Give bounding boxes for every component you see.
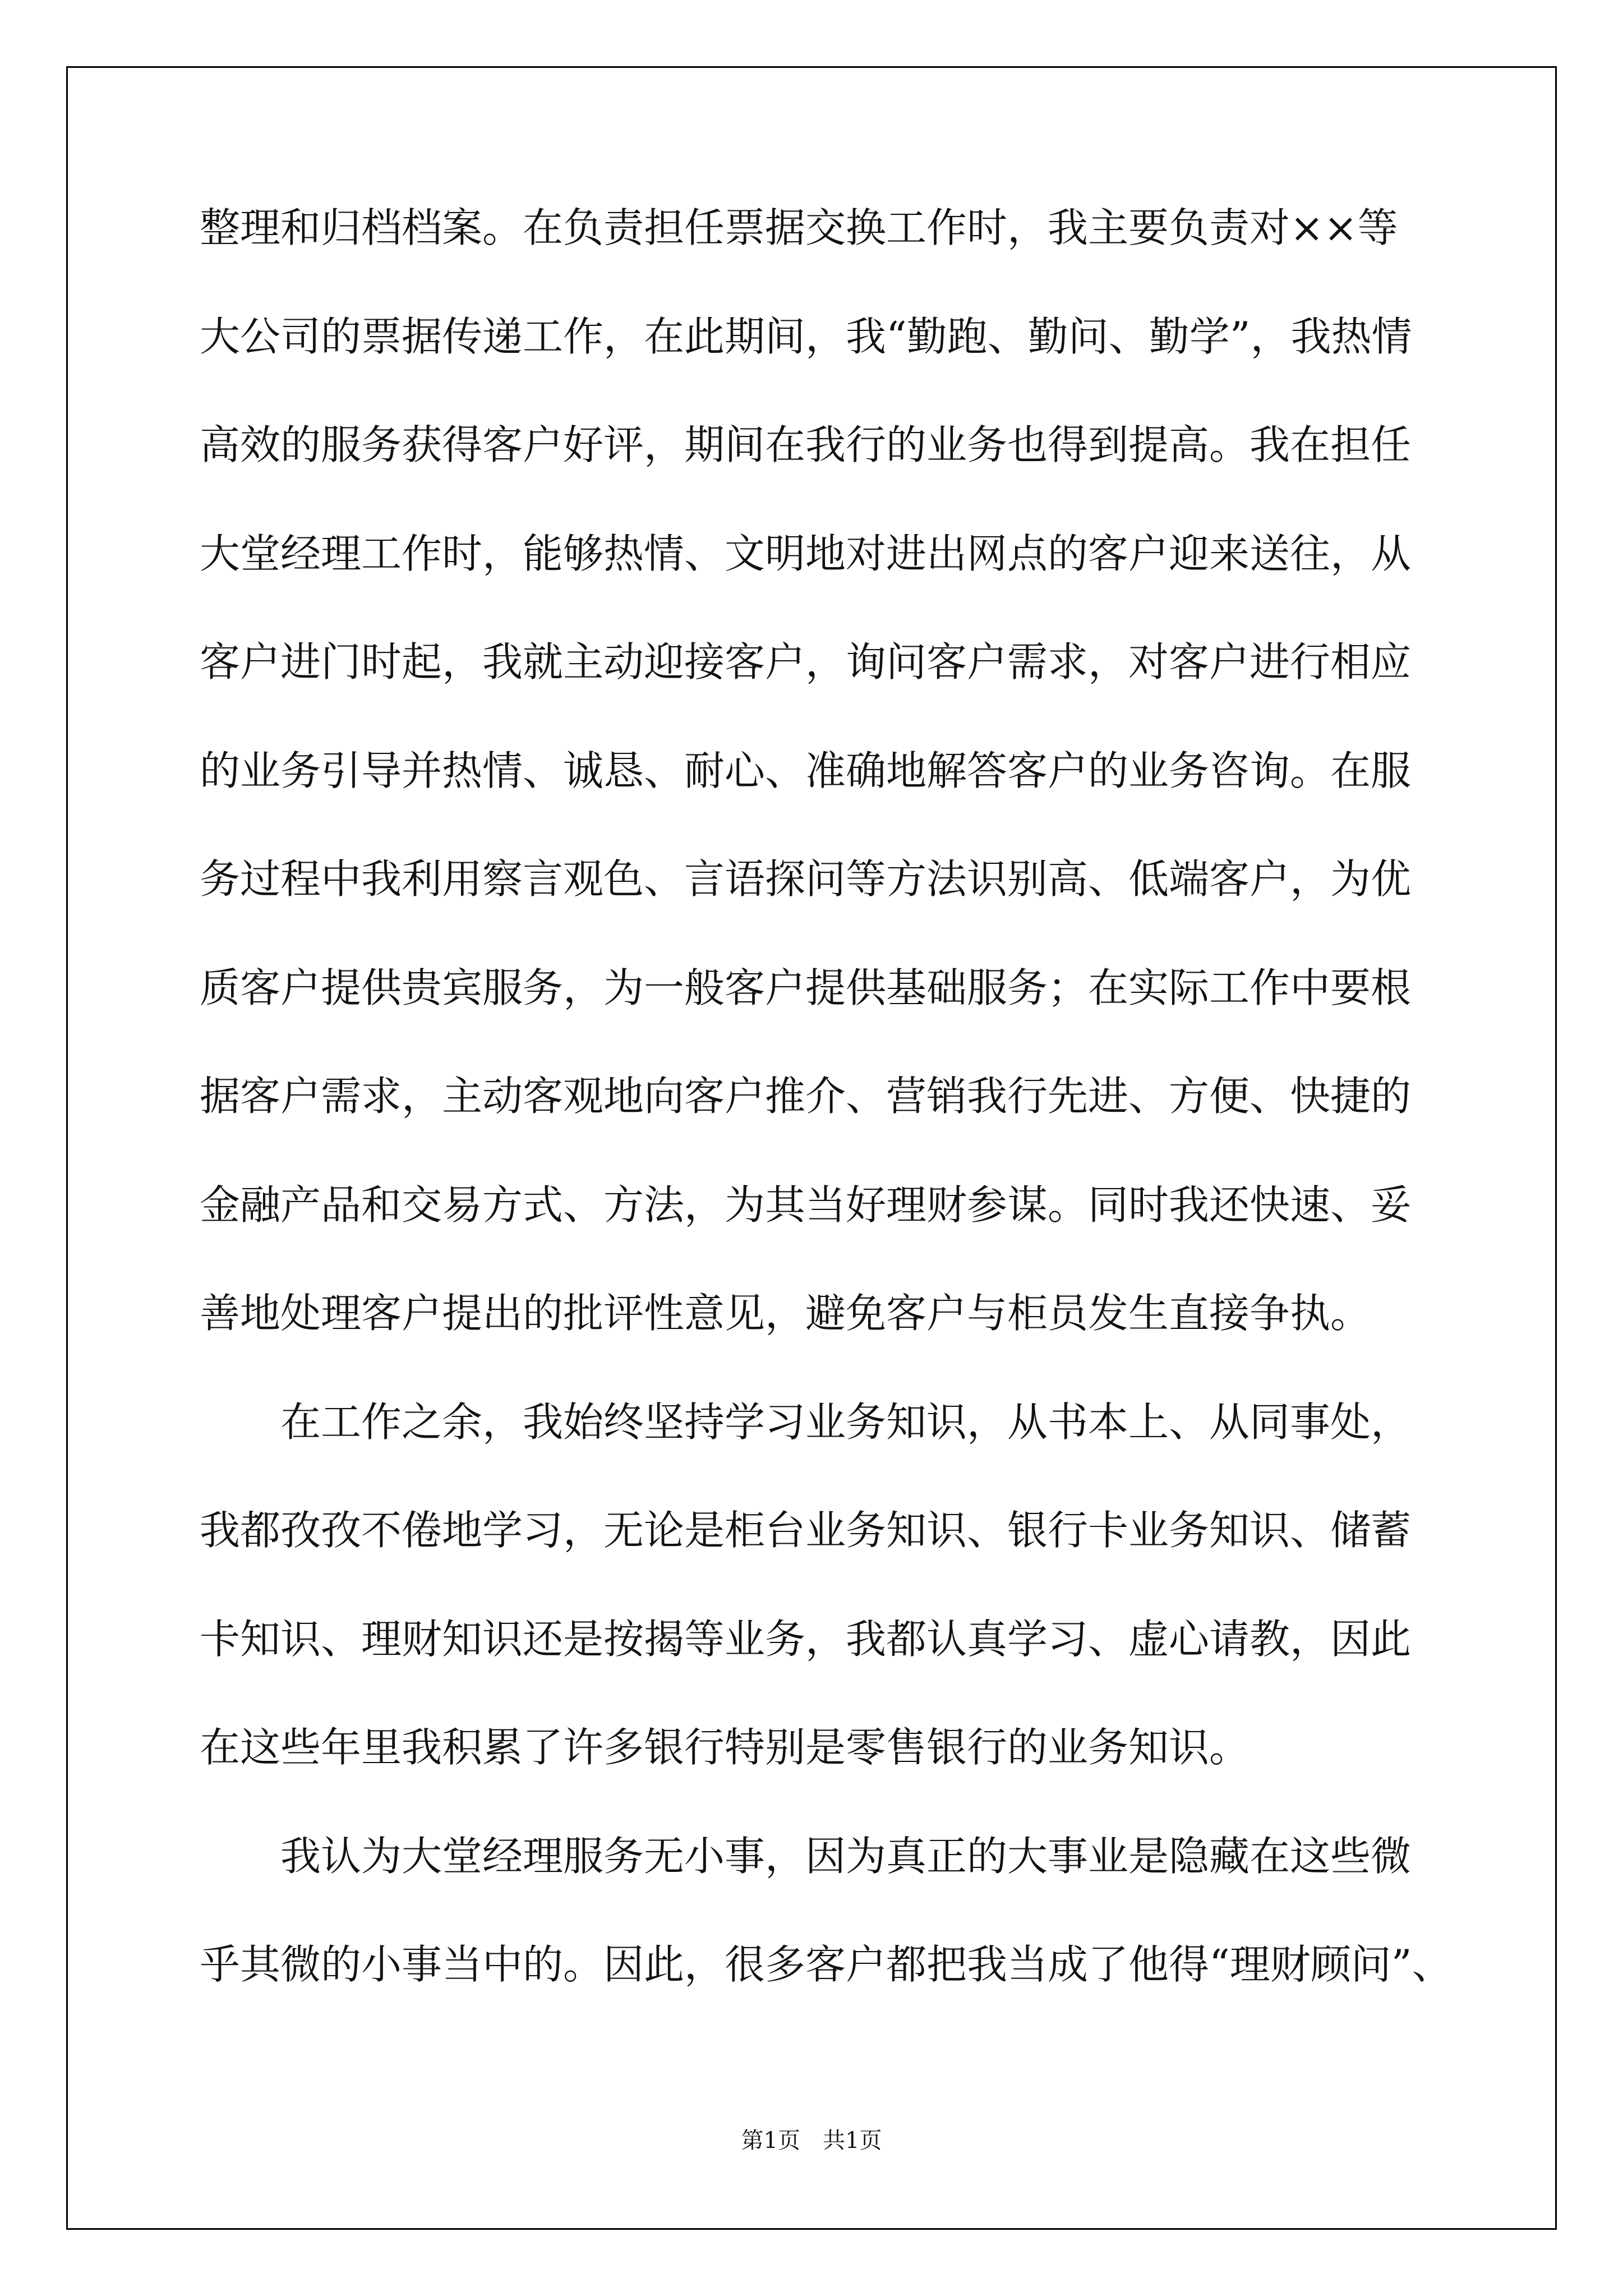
text-line: 客户进门时起，我就主动迎接客户，询问客户需求，对客户进行相应 bbox=[200, 638, 1412, 685]
text-line: 我都孜孜不倦地学习，无论是柜台业务知识、银行卡业务知识、储蓄 bbox=[200, 1507, 1412, 1554]
text-line: 务过程中我利用察言观色、言语探问等方法识别高、低端客户，为优 bbox=[200, 855, 1412, 903]
text-line: 大公司的票据传递工作，在此期间，我“勤跑、勤问、勤学”，我热情 bbox=[200, 312, 1412, 360]
text-line: 质客户提供贵宾服务，为一般客户提供基础服务；在实际工作中要根 bbox=[200, 964, 1412, 1011]
text-line: 据客户需求，主动客观地向客户推介、营销我行先进、方便、快捷的 bbox=[200, 1073, 1412, 1120]
text-line: 大堂经理工作时，能够热情、文明地对进出网点的客户迎来送往，从 bbox=[200, 530, 1412, 577]
text-line: 在这些年里我积累了许多银行特别是零售银行的业务知识。 bbox=[200, 1724, 1250, 1771]
document-body bbox=[200, 204, 1512, 2053]
text-line: 高效的服务获得客户好评，期间在我行的业务也得到提高。我在担任 bbox=[200, 421, 1412, 468]
text-line: 的业务引导并热情、诚恳、耐心、准确地解答客户的业务咨询。在服 bbox=[200, 747, 1412, 794]
text-line: 卡知识、理财知识还是按揭等业务，我都认真学习、虚心请教，因此 bbox=[200, 1615, 1412, 1663]
text-line: 整理和归档档案。在负责担任票据交换工作时，我主要负责对××等 bbox=[200, 204, 1398, 251]
text-line: 乎其微的小事当中的。因此，很多客户都把我当成了他得“理财顾问”、 bbox=[200, 1941, 1453, 1988]
text-line: 在工作之余，我始终坚持学习业务知识，从书本上、从同事处， bbox=[200, 1398, 1412, 1446]
text-line: 金融产品和交易方式、方法，为其当好理财参谋。同时我还快速、妥 bbox=[200, 1181, 1412, 1228]
page-number: 第1页 共1页 bbox=[741, 2128, 882, 2154]
text-line: 善地处理客户提出的批评性意见，避免客户与柜员发生直接争执。 bbox=[200, 1290, 1371, 1337]
text-line: 我认为大堂经理服务无小事，因为真正的大事业是隐藏在这些微 bbox=[200, 1832, 1412, 1880]
